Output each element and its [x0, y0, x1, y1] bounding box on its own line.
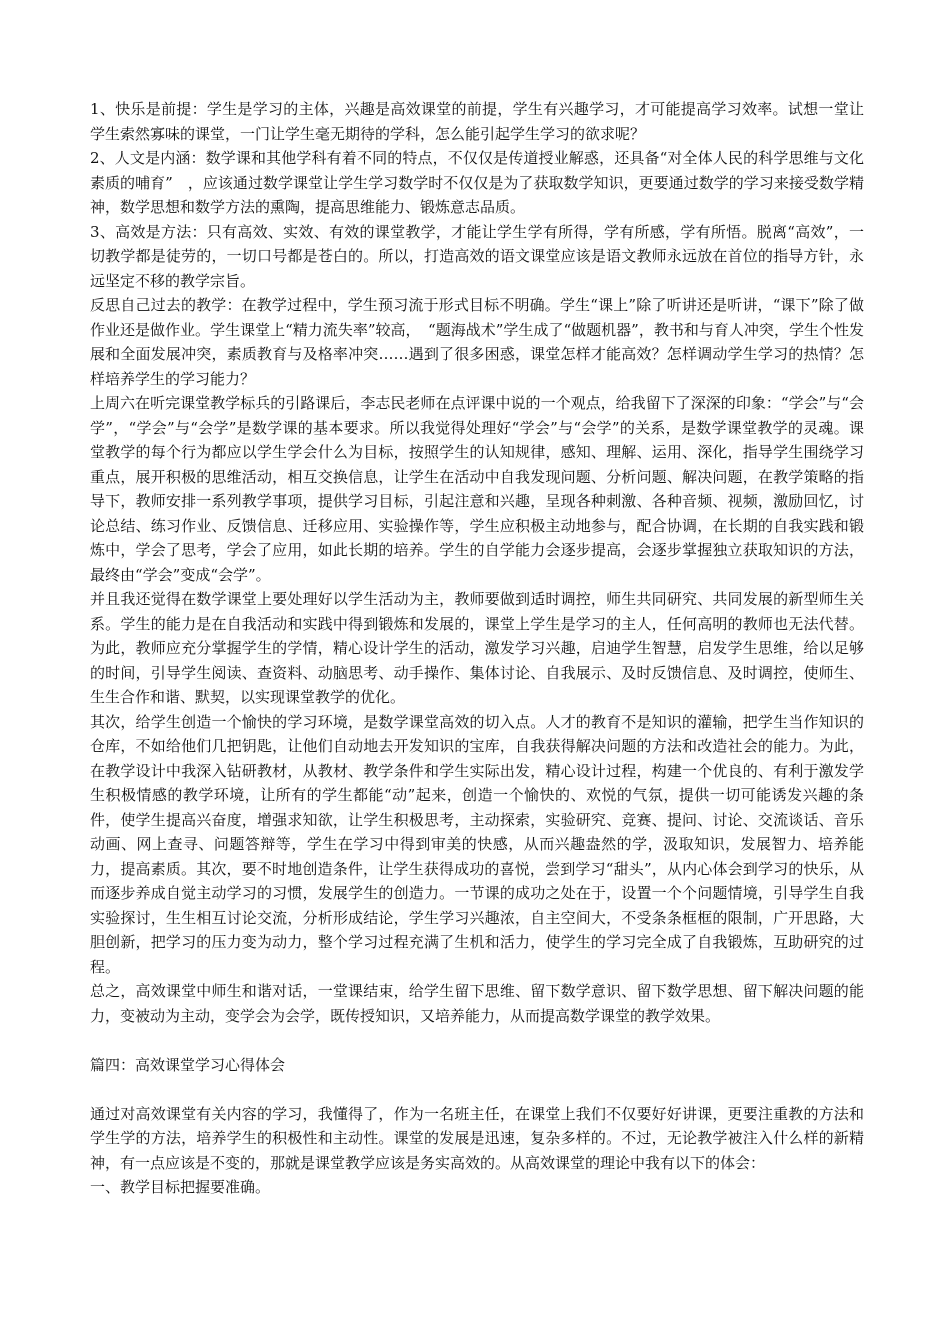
- paragraph-learning-environment: 其次，给学生创造一个愉快的学习环境，是数学课堂高效的切入点。人才的教育不是知识的灌输，把学生当作知识的仓库，不如给他们几把钥匙，让他们自动地去开发知识的宝库，自我获得解决问题的方法和改造社会的能力。为此，在教学设计中我深入钻研教材，从教材、教学条件和学生实际出发，精心设计过程，构建一个优良的、有利于激发学生积极情感的教学环境，让所有的学生都能“动”起来，创造一个愉快的、欢悦的气氛，提供一切可能诱发兴趣的条件，使学生提高兴奋度，增强求知欲，让学生积极思考，主动探索，实验研究、竞赛、提问、讨论、交流谈话、音乐动画、网上查寻、问题答辩等，学生在学习中得到审美的快感，从而兴趣盎然的学，汲取知识，发展智力、培养能力，提高素质。其次，要不时地创造条件，让学生获得成功的喜悦，尝到学习“甜头”，从内心体会到学习的快乐，从而逐步养成自觉主动学习的习惯，发展学生的创造力。一节课的成功之处在于，设置一个个问题情境，引导学生自我实验探讨，生生相互讨论交流，分析形成结论，学生学习兴趣浓，自主空间大，不受条条框框的限制，广开思路，大胆创新，把学习的压力变为动力，整个学习过程充满了生机和活力，使学生的学习完全成了自我锻炼，互助研究的过程。: [90, 712, 864, 976]
- paragraph-humanities-connotation: 2、人文是内涵：数学课和其他学科有着不同的特点，不仅仅是传道授业解惑，还具备“对全体人民的科学思维与文化素质的哺育” ，应该通过数学课堂让学生学习数学时不仅仅是为了获取数学知识，更要通过数学的学习来接受数学精神，数学思想和数学方法的熏陶，提高思维能力、锻炼意志品质。: [90, 149, 864, 216]
- paragraph-reflection: 反思自己过去的教学：在教学过程中，学生预习流于形式目标不明确。学生“课上”除了听讲还是听讲，“课下”除了做作业还是做作业。学生课堂上“精力流失率”较高， “题海战术”学生成了“做题机器”，教书和与育人冲突，学生个性发展和全面发展冲突，素质教育与及格率冲突……遇到了很多困惑，课堂怎样才能高效？怎样调动学生学习的热情？怎样培养学生的学习能力？: [90, 296, 864, 388]
- section-paragraph-point-one: 一、教学目标把握要准确。: [90, 1178, 271, 1196]
- paragraph-conclusion: 总之，高效课堂中师生和谐对话，一堂课结束，给学生留下思维、留下数学意识、留下数学思想、留下解决问题的能力，变被动为主动，变学会为会学，既传授知识，又培养能力，从而提高数学课堂的教学效果。: [90, 982, 864, 1025]
- paragraph-teacher-student-relationship: 并且我还觉得在数学课堂上要处理好以学生活动为主，教师要做到适时调控，师生共同研究、共同发展的新型师生关系。学生的能力是在自我活动和实践中得到锻炼和发展的，课堂上学生是学习的主人，任何高明的教师也无法代替。为此，教师应充分掌握学生的学情，精心设计学生的活动，激发学习兴趣，启迪学生智慧，启发学生思维，给以足够的时间，引导学生阅读、查资料、动脑思考、动手操作、集体讨论、自我展示、及时反馈信息、及时调控，使师生、生生合作和谐、默契，以实现课堂教学的优化。: [90, 590, 864, 706]
- paragraph-learn-and-know-how: 上周六在听完课堂教学标兵的引路课后，李志民老师在点评课中说的一个观点，给我留下了深深的印象：“学会”与“会学”，“学会”与“会学”是数学课的基本要求。所以我觉得处理好“学会”与“会学”的关系，是数学课堂教学的灵魂。课堂教学的每个行为都应以学生学会什么为目标，按照学生的认知规律，感知、理解、运用、深化，指导学生围绕学习重点，展开积极的思维活动，相互交换信息，让学生在活动中自我发现问题、分析问题、解决问题，在教学策略的指导下，教师安排一系列教学事项，提供学习目标，引起注意和兴趣，呈现各种刺激、各种音频、视频，激励回忆，讨论总结、练习作业、反馈信息、迁移应用、实验操作等，学生应积极主动地参与，配合协调，在长期的自我实践和锻炼中，学会了思考，学会了应用，如此长期的培养。学生的自学能力会逐步提高，会逐步掌握独立获取知识的方法，最终由“学会”变成“会学”。: [90, 394, 864, 584]
- paragraph-efficiency-method: 3、高效是方法：只有高效、实效、有效的课堂教学，才能让学生学有所得，学有所感，学有所悟。脱离“高效”，一切教学都是徒劳的，一切口号都是苍白的。所以，打造高效的语文课堂应该是语文教师永远放在首位的指导方针，永远坚定不移的教学宗旨。: [90, 222, 864, 290]
- section-title: 篇四：高效课堂学习心得体会: [90, 1055, 286, 1074]
- section-paragraph-intro: 通过对高效课堂有关内容的学习，我懂得了，作为一名班主任，在课堂上我们不仅要好好讲课，更要注重教的方法和学生学的方法，培养学生的积极性和主动性。课堂的发展是迅速，复杂多样的。不过，无论教学被注入什么样的新精神，有一点应该是不变的，那就是课堂教学应该是务实高效的。从高效课堂的理论中我有以下的体会：: [90, 1104, 864, 1172]
- blank-line: [90, 1028, 864, 1053]
- paragraph-happiness-premise: 1、快乐是前提：学生是学习的主体，兴趣是高效课堂的前提，学生有兴趣学习，才可能提高学习效率。试想一堂让学生索然寡味的课堂，一门让学生毫无期待的学科，怎么能引起学生学习的欲求呢？: [90, 100, 864, 143]
- blank-line: [90, 1077, 864, 1102]
- document-body: [90, 97, 864, 1200]
